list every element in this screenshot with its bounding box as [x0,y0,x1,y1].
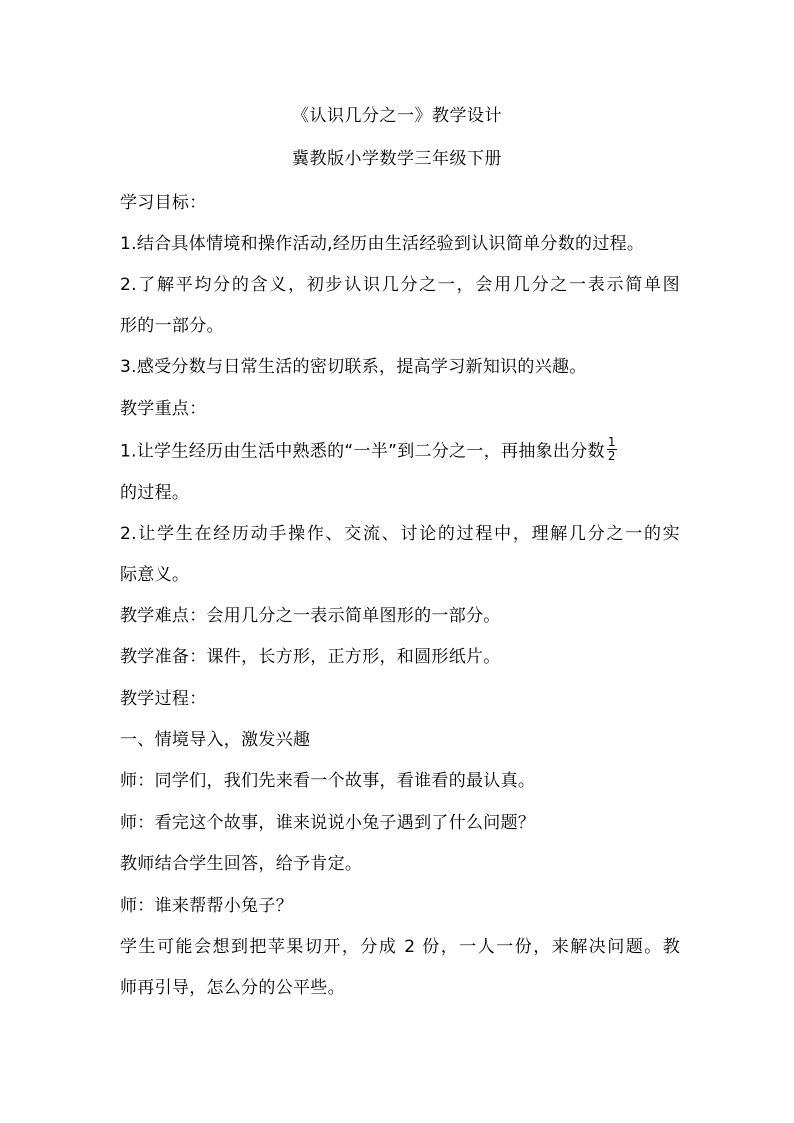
goal-2-line-2: 形的一部分。 [120,316,224,336]
goal-1: 1.结合具体情境和操作活动,经历由生活经验到认识简单分数的过程。 [120,234,645,254]
process-heading: 教学过程： [120,689,207,709]
document-title: 《认识几分之一》教学设计 [292,106,502,126]
fraction-one-half [607,436,617,463]
key-point-1-line-2: 的过程。 [120,483,190,503]
paragraph-5-line-1: 学生可能会想到把苹果切开，分成 2 份，一人一份，来解决问题。教 [120,937,680,957]
key-point-2-line-2: 际意义。 [120,565,190,585]
goals-heading: 学习目标： [120,193,207,213]
paragraph-1: 师：同学们，我们先来看一个故事，看谁看的最认真。 [120,771,536,791]
paragraph-2: 师：看完这个故事，谁来说说小兔子遇到了什么问题？ [120,813,536,833]
key-point-1-text: 1.让学生经历由生活中熟悉的“一半”到二分之一，再抽象出分数 [120,441,605,462]
goal-2-line-1: 2.了解平均分的含义，初步认识几分之一，会用几分之一表示简单图 [120,275,680,295]
difficulty: 教学难点：会用几分之一表示简单图形的一部分。 [120,606,501,626]
document-subtitle: 冀教版小学数学三年级下册 [292,149,502,169]
section-1-heading: 一、情境导入，激发兴趣 [120,730,311,750]
key-points-heading: 教学重点： [120,399,207,419]
key-point-2-line-1: 2.让学生在经历动手操作、交流、讨论的过程中，理解几分之一的实 [120,524,680,544]
preparation: 教学准备：课件，长方形，正方形，和圆形纸片。 [120,647,501,667]
paragraph-4: 师：谁来帮帮小兔子？ [120,896,293,916]
fraction-numerator: 1 [607,435,616,449]
goal-3: 3.感受分数与日常生活的密切联系，提高学习新知识的兴趣。 [120,357,587,377]
fraction-denominator: 2 [607,449,616,463]
paragraph-5-line-2: 师再引导，怎么分的公平些。 [120,978,345,998]
paragraph-3: 教师结合学生回答，给予肯定。 [120,854,363,874]
key-point-1-line-1 [120,435,680,465]
